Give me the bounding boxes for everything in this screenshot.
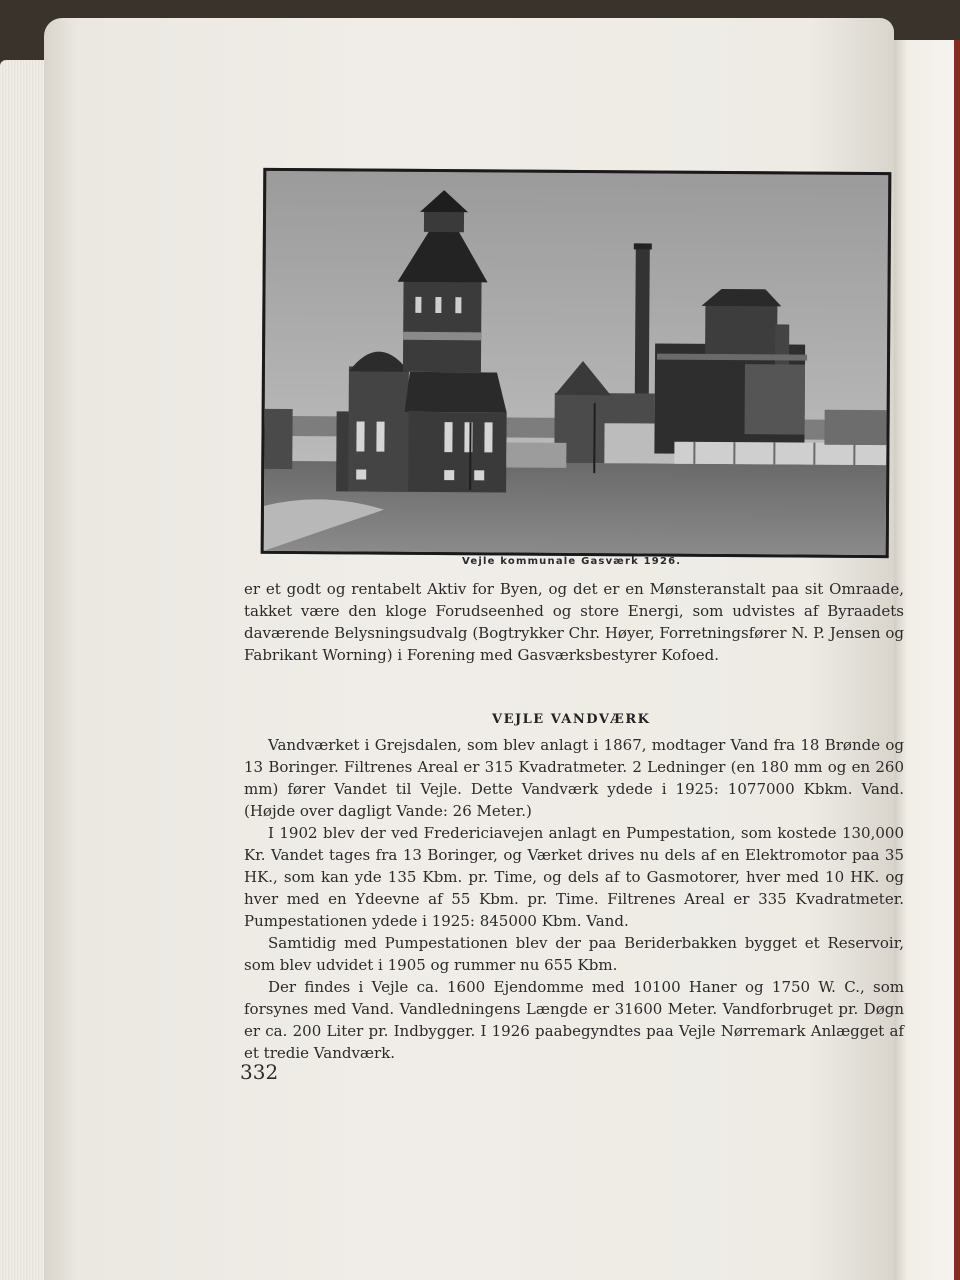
book-page [44,18,904,1280]
section-heading: VEJLE VANDVÆRK [492,712,651,727]
page-number: 332 [240,1060,279,1084]
paragraph-waterworks-4: Der findes i Vejle ca. 1600 Ejendomme med 10100 Haner og 1750 W. C., som forsynes med Vand. Vandledningens Længde er 31600 Meter. Vandforbruget pr. Døgn er ca. 200 Liter pr. Indbygger. I 1926 paabegyndtes paa Vejle Nørremark Anlægget af et tredie Vandværk. [244,978,904,1062]
photo-caption: Vejle kommunale Gasværk 1926. [462,556,682,567]
book-cover-edge [954,40,960,1280]
paragraph-gasworks [244,578,904,666]
paragraph-waterworks-1: Vandværket i Grejsdalen, som blev anlagt i 1867, modtager Vand fra 18 Brønde og 13 Boringer. Filtrenes Areal er 315 Kvadratmeter. 2 Ledninger (en 180 mm og en 260 mm) fører Vandet til Vejle. Dette Vandværk ydede i 1925: 1077000 Kbkm. Vand. (Højde over dagligt Vande: 26 Meter.) [244,736,904,820]
paragraph-waterworks-3: Samtidig med Pumpestationen blev der paa Beriderbakken bygget et Reservoir, som blev udvidet i 1905 og rummer nu 655 Kbm. [244,934,904,974]
paragraph-waterworks-2: I 1902 blev der ved Fredericiavejen anlagt en Pumpestation, som kostede 130,000 Kr. Vandet tages fra 13 Boringer, og Værket drives nu dels af en Elektromotor paa 35 HK., som kan yde 135 Kbm. pr. Time, og dels af to Gasmotorer, hver med 10 HK. og hver med en Ydeevne af 55 Kbm. pr. Time. Filtrenes Areal er 335 Kvadratmeter. Pumpestationen ydede i 1925: 845000 Kbm. Vand. [244,824,904,930]
gasworks-photo [261,168,892,558]
gasworks-illustration [264,171,889,555]
paragraph-gasworks-text: er et godt og rentabelt Aktiv for Byen, og det er en Mønsteranstalt paa sit Omraade, takket være den kloge Forudseenhed og store Energi, som udvistes af Byraadets daværende Belysningsudvalg (Bogtrykker Chr. Høyer, Forretningsfører N. P. Jensen og Fabrikant Worning) i Forening med Gasværksbestyrer Kofoed. [244,580,904,664]
waterworks-section [244,734,904,1064]
